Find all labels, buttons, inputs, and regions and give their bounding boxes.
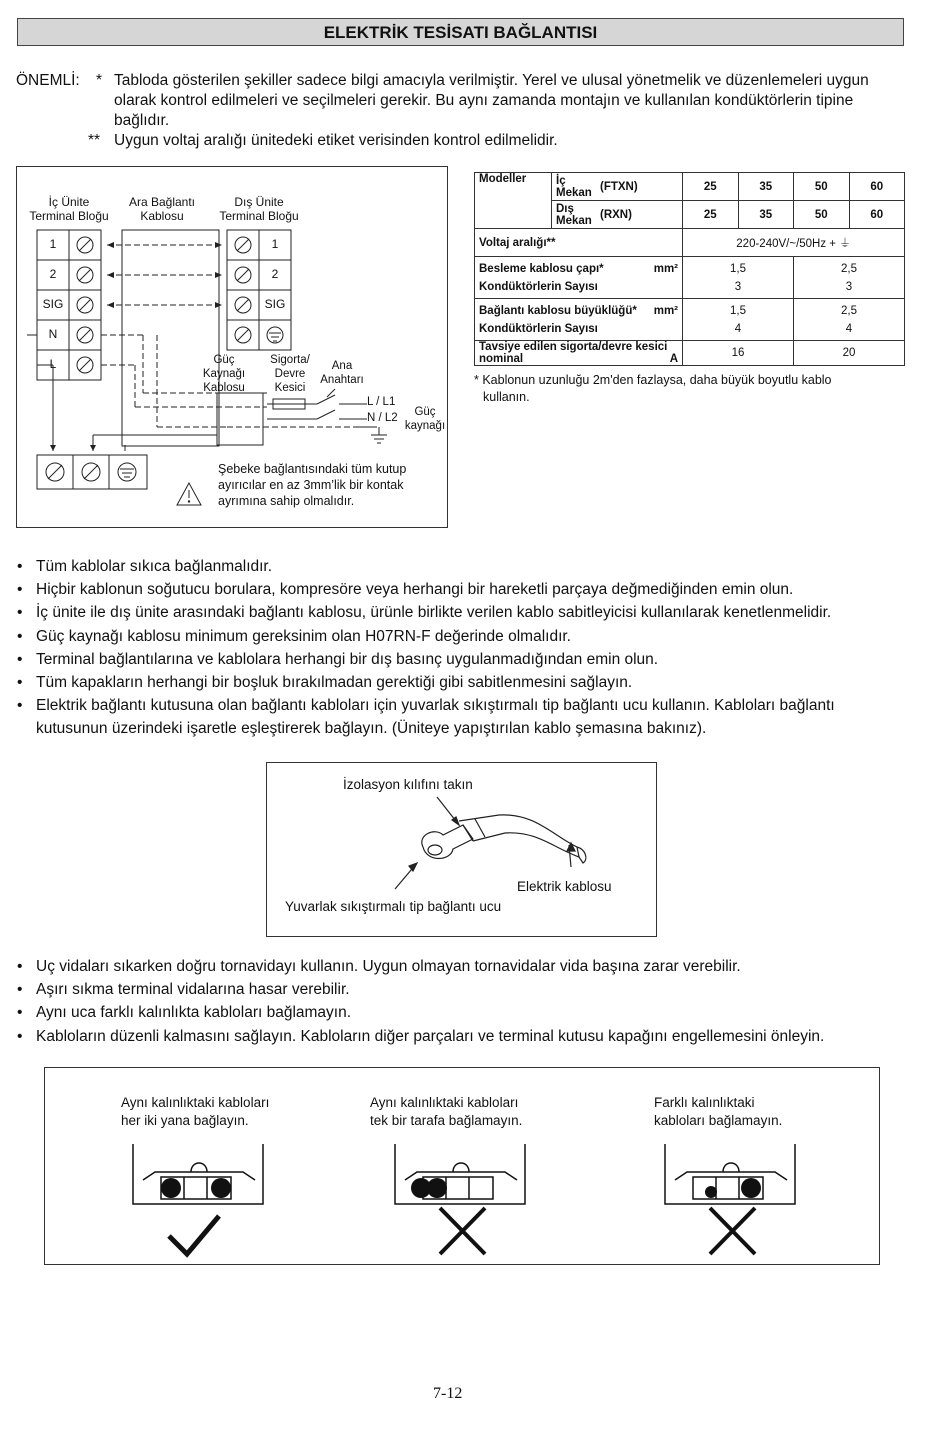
size-cell: 60 xyxy=(849,173,905,201)
spec-table xyxy=(474,172,905,366)
terminal-wiring-illustrations xyxy=(45,1068,879,1264)
indoor-code: (FTXN) xyxy=(596,173,683,201)
list-item: • Tüm kapakların herhangi bir boşluk bırakılmadan gerektiği gibi sabitlenmesini sağlayın. xyxy=(16,671,916,694)
supply-cable-row: Besleme kablosu çapı* mm² Kondüktörlerin Sayısı xyxy=(475,257,683,299)
size-cell: 25 xyxy=(683,201,739,229)
fuse-small: 16 xyxy=(683,341,794,366)
note-line: Tabloda gösterilen şekiller sadece bilgi amacıyla verilmiştir. Yerel ve ulusal yönetmelik ve düzenlemeleri uygun xyxy=(114,72,869,89)
table-footnote: * Kablonun uzunluğu 2m'den fazlaysa, daha büyük boyutlu kablo kullanın. xyxy=(474,373,832,404)
warning-text: Şebeke bağlantısındaki tüm kutup ayırıcılar en az 3mm’lik bir kontak ayrımına sahip olmalıdır. xyxy=(218,462,407,508)
n2-label: N / L2 xyxy=(367,412,398,424)
supply-small-cell: 1,5 3 xyxy=(683,257,794,299)
outdoor-block-label: Dış Ünite Terminal Bloğu xyxy=(219,195,299,223)
terminal-wiring-figure xyxy=(44,1067,880,1265)
voltage-value: 220-240V/~/50Hz + ⏚ xyxy=(683,229,905,257)
supply-label: Güç kaynağı xyxy=(404,406,446,432)
case-3-caption: Farklı kalınlıktaki kabloları bağlamayın. xyxy=(654,1095,783,1128)
terminal-label: Yuvarlak sıkıştırmalı tip bağlantı ucu xyxy=(285,899,502,914)
terminal-label: N xyxy=(48,327,58,341)
terminal-label: SIG xyxy=(42,297,64,311)
page-title: ELEKTRİK TESİSATI BAĞLANTISI xyxy=(17,18,904,46)
bullet-list-2 xyxy=(16,955,916,1048)
list-item: • İç ünite ile dış ünite arasındaki bağlantı kablosu, ürünle birlikte verilen kablo sabitleyicisi kullanılarak kenetlenmelidir. xyxy=(16,601,916,624)
page-number: 7-12 xyxy=(433,1385,463,1402)
size-cell: 60 xyxy=(849,201,905,229)
indoor-block-label: İç Ünite Terminal Bloğu xyxy=(29,195,109,223)
conn-cable-row: Bağlantı kablosu büyüklüğü* mm² Kondüktörlerin Sayısı xyxy=(475,299,683,341)
main-switch-label: Ana Anahtarı xyxy=(320,360,364,386)
case-2-caption: Aynı kalınlıktaki kabloları tek bir tarafa bağlamayın. xyxy=(370,1095,523,1128)
list-item: • Terminal bağlantılarına ve kablolara herhangi bir dış basınç uygulanmadığından emin olun. xyxy=(16,648,916,671)
fuse-label: Sigorta/ Devre Kesici xyxy=(270,354,310,394)
outdoor-code: (RXN) xyxy=(596,201,683,229)
list-item: • Kabloların düzenli kalmasını sağlayın. Kabloların diğer parçaları ve terminal kutusu kapağını engellemesini önleyin. xyxy=(16,1025,916,1048)
terminal-label: SIG xyxy=(264,297,286,311)
notes-label: ÖNEMLİ: xyxy=(16,72,80,89)
supply-large-cell: 2,5 3 xyxy=(794,257,905,299)
list-item: • Aşırı sıkma terminal vidalarına hasar verebilir. xyxy=(16,978,916,1001)
notes-star: * xyxy=(96,72,103,89)
size-cell: 35 xyxy=(738,173,794,201)
note-line: olarak kontrol edilmeleri ve seçilmeleri gerekir. Bu aynı zamanda montajın ve kullanılan kondüktörlerin tipine xyxy=(114,92,854,109)
bullet-list-1 xyxy=(16,555,916,717)
list-item-continuation: kutusunun üzerindeki işaretle eşleştirerek bağlayın. (Üniteye yapıştırılan kablo şemasına bakınız). xyxy=(36,720,707,737)
note-line: bağlıdır. xyxy=(114,112,170,129)
ring-lug-figure xyxy=(266,762,657,937)
note-line: Uygun voltaj aralığı ünitedeki etiket verisinden kontrol edilmelidir. xyxy=(114,132,558,149)
insulation-label: İzolasyon kılıfını takın xyxy=(343,777,473,792)
terminal-label: 1 xyxy=(49,237,57,251)
size-cell: 50 xyxy=(794,173,850,201)
indoor-label: İç Mekan xyxy=(552,173,597,201)
conn-small-cell: 1,5 4 xyxy=(683,299,794,341)
list-item: • Elektrik bağlantı kutusuna olan bağlantı kabloları için yuvarlak sıkıştırmalı tip bağlantı ucu kullanın. Kabloları bağlantı xyxy=(16,694,916,717)
ring-lug-illustration xyxy=(267,763,656,936)
list-item: • Uç vidaları sıkarken doğru tornavidayı kullanın. Uygun olmayan tornavidalar vida başına zarar verebilir. xyxy=(16,955,916,978)
cable-label: Elektrik kablosu xyxy=(517,879,612,894)
terminal-label: 1 xyxy=(271,237,279,251)
terminal-label: 2 xyxy=(271,267,279,281)
models-header: Modeller xyxy=(475,173,552,229)
size-cell: 25 xyxy=(683,173,739,201)
voltage-label: Voltaj aralığı** xyxy=(475,229,683,257)
terminal-label: L xyxy=(49,357,57,371)
list-item: • Aynı uca farklı kalınlıkta kabloları bağlamayın. xyxy=(16,1001,916,1024)
fuse-row: Tavsiye edilen sigorta/devre kesici nominal A xyxy=(475,341,683,366)
list-item: • Hiçbir kablonun soğutucu borulara, kompresöre veya herhangi bir hareketli parçaya değmediğinden emin olun. xyxy=(16,578,916,601)
l1-label: L / L1 xyxy=(367,396,396,408)
case-1-caption: Aynı kalınlıktaki kabloları her iki yana bağlayın. xyxy=(121,1095,270,1128)
fuse-large: 20 xyxy=(794,341,905,366)
conn-large-cell: 2,5 4 xyxy=(794,299,905,341)
terminal-label: 2 xyxy=(49,267,57,281)
power-cable-label: Güç Kaynağı Kablosu xyxy=(202,354,246,394)
interconnect-cable-label: Ara Bağlantı Kablosu xyxy=(128,195,196,223)
list-item: • Tüm kablolar sıkıca bağlanmalıdır. xyxy=(16,555,916,578)
notes-star: ** xyxy=(88,132,101,149)
wiring-diagram xyxy=(16,166,448,528)
list-item: • Güç kaynağı kablosu minimum gereksinim olan H07RN-F değerinde olmalıdır. xyxy=(16,625,916,648)
size-cell: 50 xyxy=(794,201,850,229)
size-cell: 35 xyxy=(738,201,794,229)
outdoor-label: Dış Mekan xyxy=(552,201,597,229)
